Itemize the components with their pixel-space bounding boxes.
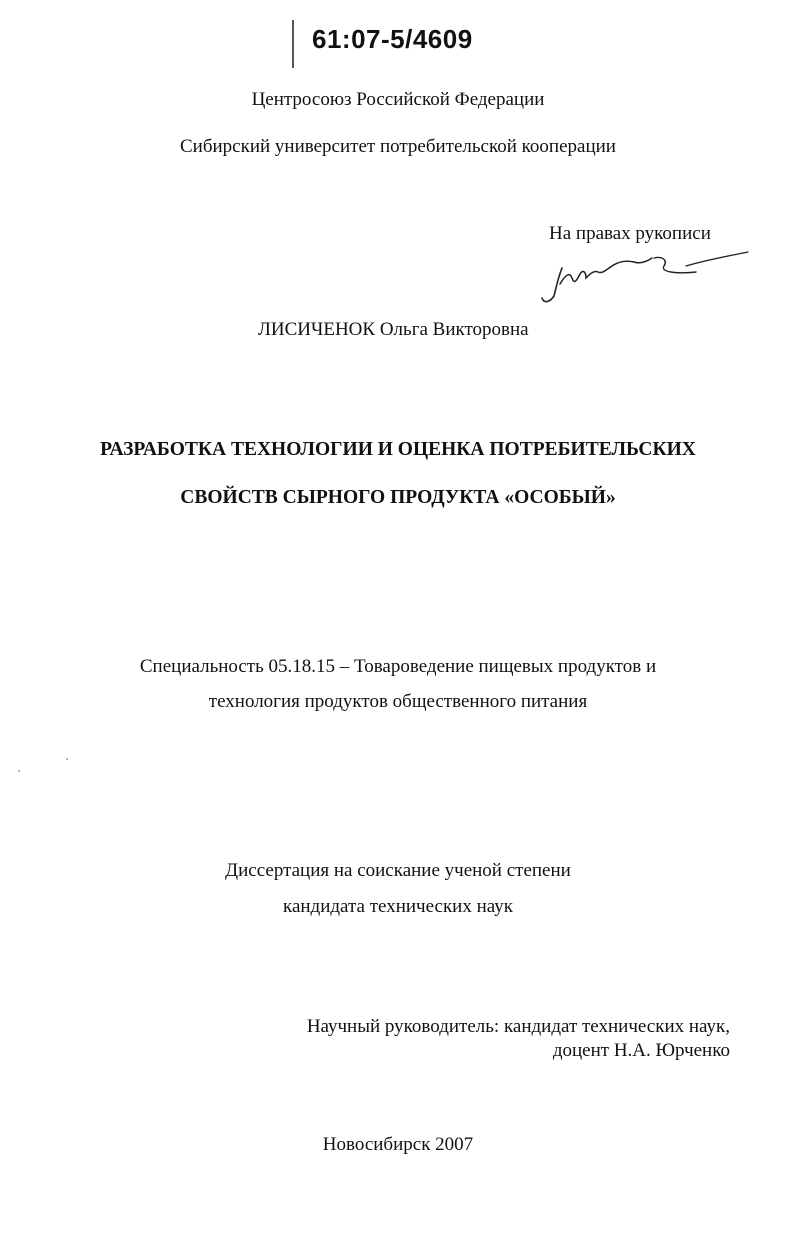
scan-speck (18, 770, 20, 772)
rights-note: На правах рукописи (549, 223, 711, 244)
supervisor-line-1: Научный руководитель: кандидат технических наук, (306, 1016, 730, 1037)
dissertation-title-line-2: СВОЙСТВ СЫРНОГО ПРОДУКТА «ОСОБЫЙ» (180, 487, 616, 508)
author-name: ЛИСИЧЕНОК Ольга Викторовна (258, 319, 529, 340)
organization-name: Центросоюз Российской Федерации (251, 89, 545, 110)
scan-speck (66, 758, 68, 760)
dissertation-title-line-1: РАЗРАБОТКА ТЕХНОЛОГИИ И ОЦЕНКА ПОТРЕБИТЕЛЬСКИХ (100, 439, 696, 460)
author-signature (536, 244, 752, 308)
degree-line-1: Диссертация на соискание ученой степени (225, 860, 571, 881)
city-year: Новосибирск 2007 (322, 1134, 474, 1155)
supervisor-line-2: доцент Н.А. Юрченко (552, 1040, 730, 1061)
specialty-line-1: Специальность 05.18.15 – Товароведение пищевых продуктов и (139, 656, 657, 677)
university-name: Сибирский университет потребительской кооперации (180, 136, 616, 157)
degree-line-2: кандидата технических наук (283, 896, 513, 917)
scan-artifact-line (292, 20, 294, 68)
specialty-line-2: технология продуктов общественного питания (208, 691, 588, 712)
library-code-stamp: 61:07-5/4609 (312, 24, 473, 54)
